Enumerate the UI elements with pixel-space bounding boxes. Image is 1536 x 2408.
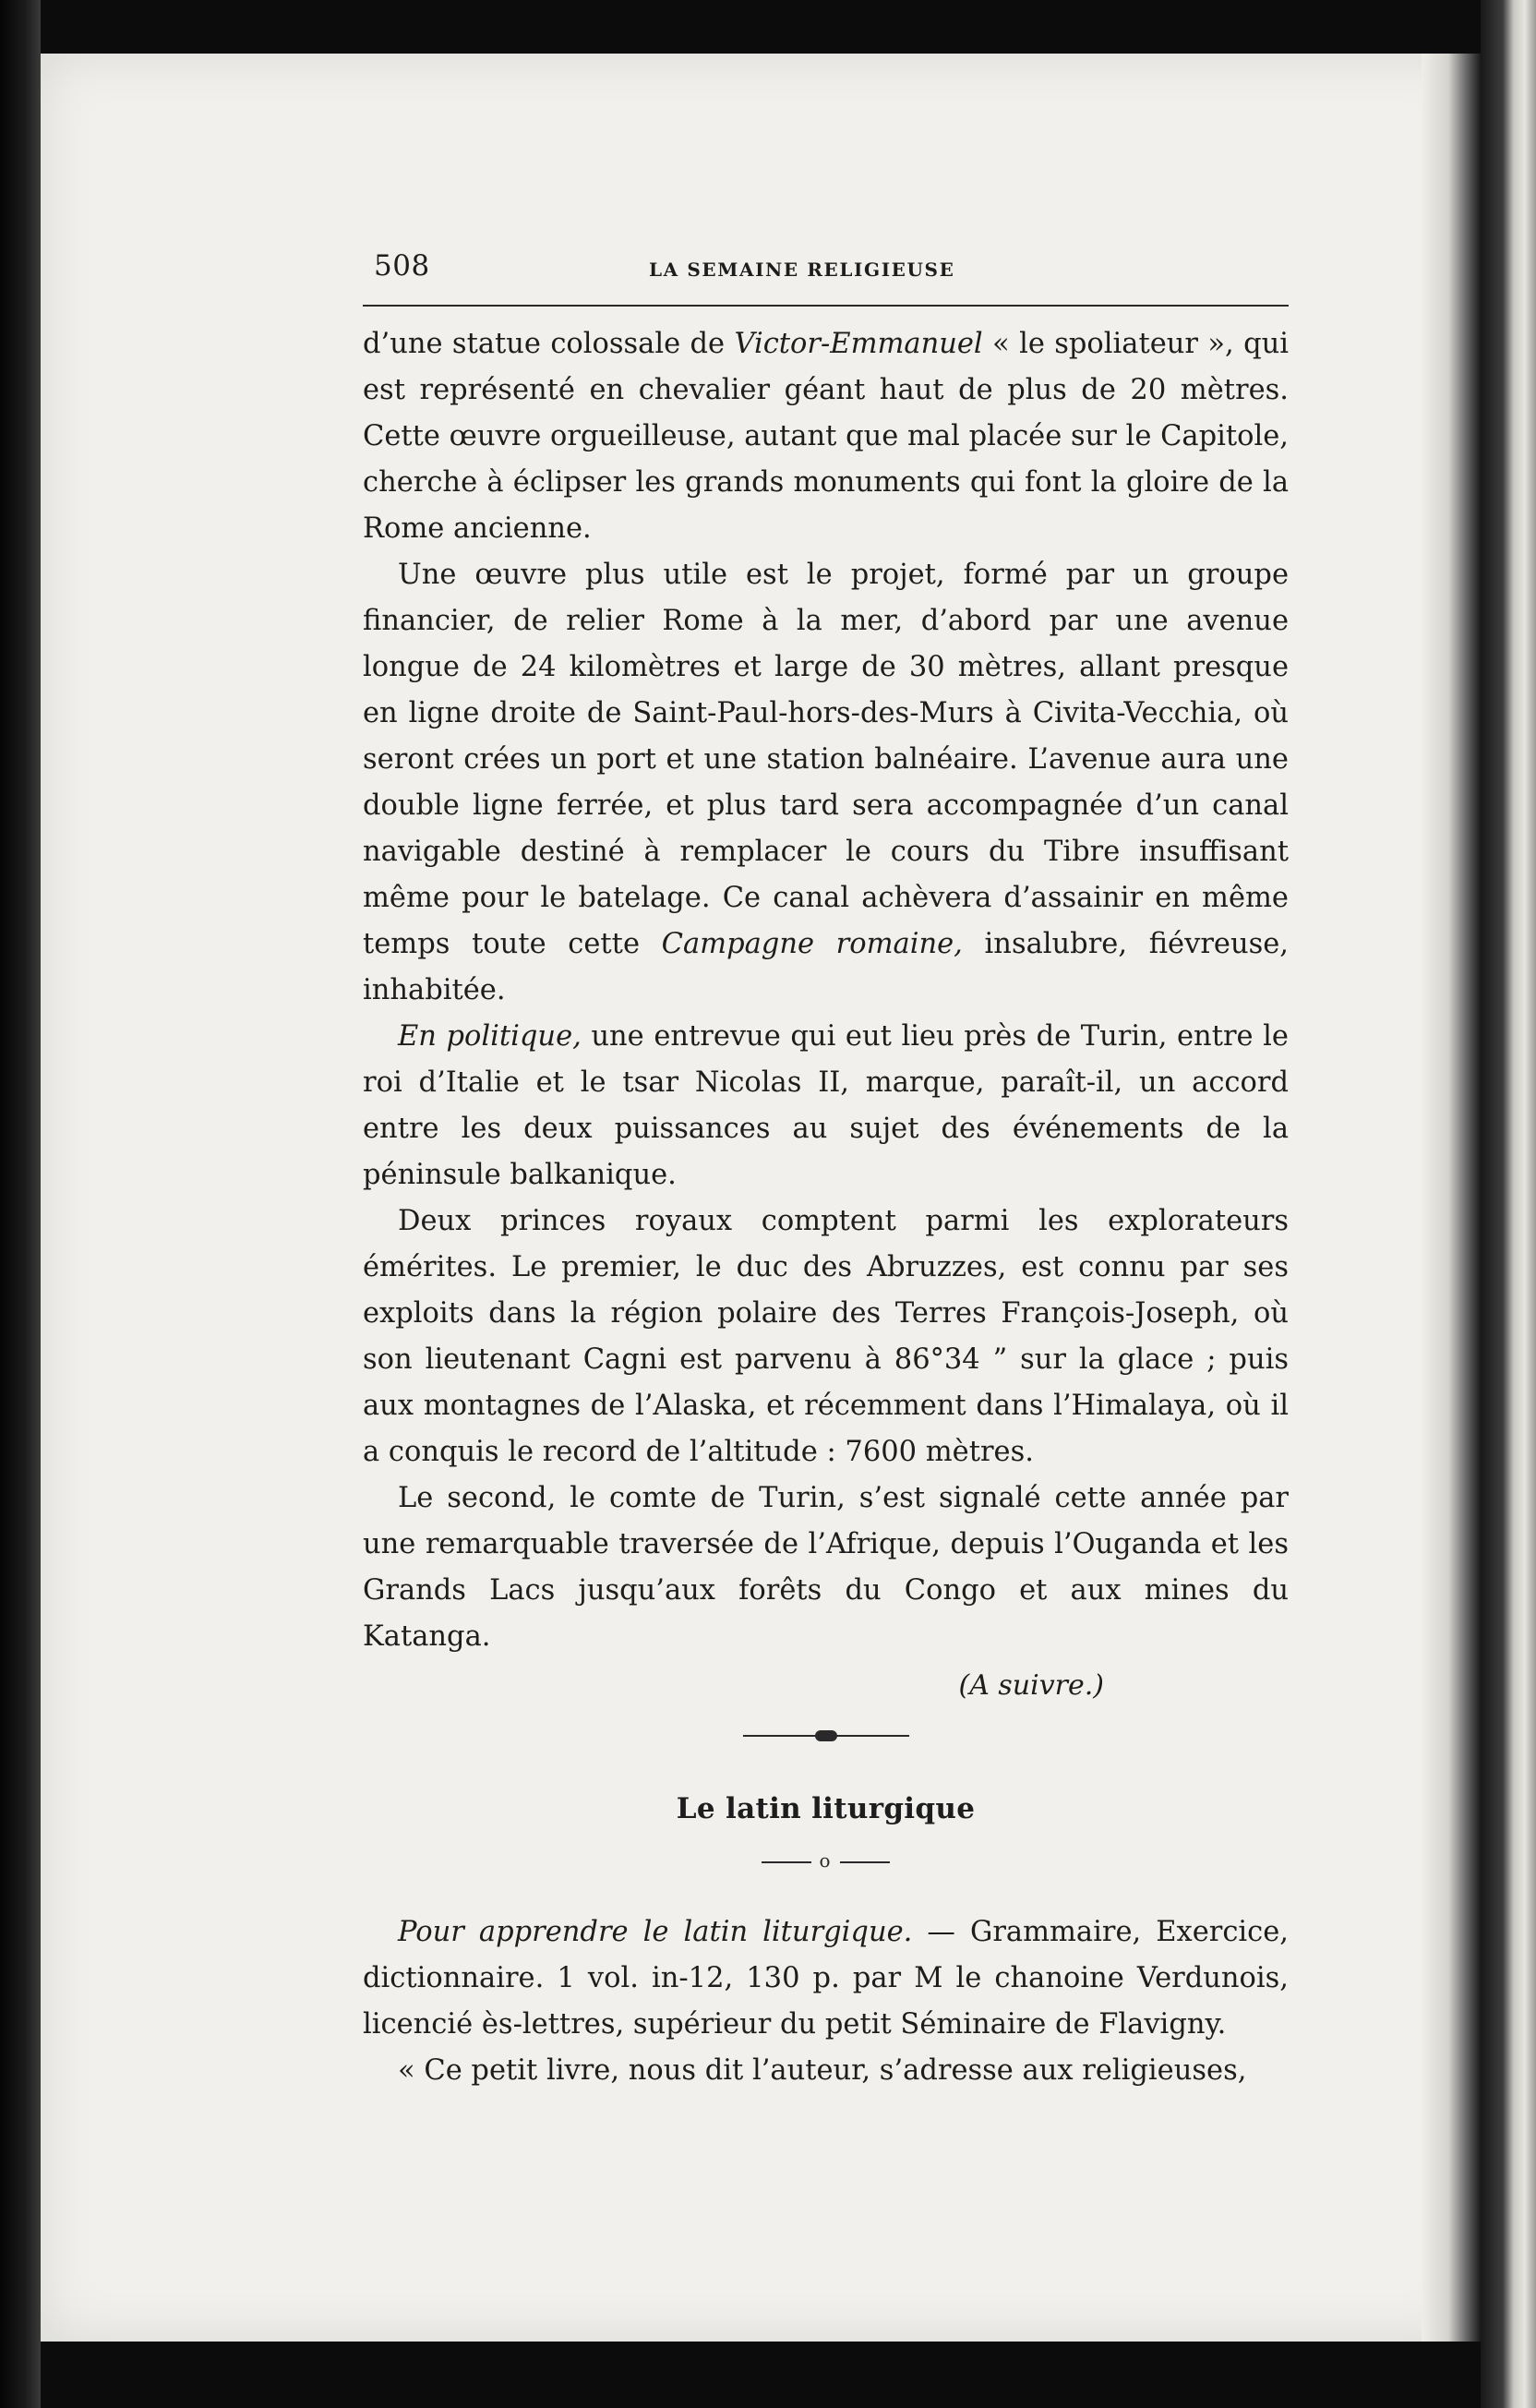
- section-paragraph-1: [363, 1909, 1289, 2048]
- page-number: 508: [374, 249, 430, 283]
- section-title: Le latin liturgique: [676, 1792, 976, 1825]
- paragraph-5: Le second, le comte de Turin, s’est signalé cette année par une remarquable traversée de l’Afrique, depuis l’Ouganda et les Grands Lacs jusqu’aux forêts du Congo et aux mines du Katanga.: [363, 1482, 1289, 1653]
- paragraph-2-text-c: insalubre, fiévreuse, inhabitée.: [363, 928, 1289, 1006]
- running-head: [363, 247, 1289, 294]
- paragraph-1-italic: Victor-Emmanuel: [734, 328, 983, 360]
- section-paragraph-1-italic: Pour apprendre le latin liturgique.: [398, 1916, 913, 1948]
- ornament-circle-icon: o: [819, 1849, 833, 1872]
- scan-edge-right: [1481, 0, 1536, 2408]
- paragraph-3-italic: En politique,: [398, 1020, 582, 1053]
- section-divider-ornament: [743, 1727, 909, 1745]
- section-paragraph-1-text: — Grammaire, Exercice, dictionnaire. 1 vol. in-12, 130 p. par M le chanoine Verdunois, licencié ès-lettres, supérieur du petit Séminaire de Flavigny.: [363, 1916, 1290, 2041]
- paragraph-1-text-a: d’une statue colossale de: [363, 328, 735, 360]
- to-be-continued: (A suivre.): [958, 1669, 1104, 1702]
- divider-knot-icon: [815, 1730, 837, 1741]
- scan-edge-left: [0, 0, 41, 2408]
- header-rule: [363, 305, 1289, 307]
- paragraph-4: Deux princes royaux comptent parmi les explorateurs émérites. Le premier, le duc des Abruzzes, est connu par ses exploits dans la région polaire des Terres François-Joseph, où son lieutenant Cagni est parvenu à 86°34 ” sur la glace ; puis aux montagnes de l’Alaska, et récemment dans l’Himalaya, où il a conquis le record de l’altitude : 7600 mètres.: [363, 1205, 1289, 1468]
- paragraph-2: [363, 552, 1289, 1014]
- page-gutter: [1422, 54, 1481, 2342]
- title-ornament: [363, 1837, 1289, 1884]
- section-paragraph-2: « Ce petit livre, nous dit l’auteur, s’adresse aux religieuses,: [398, 2054, 1247, 2087]
- paragraph-3: [363, 1014, 1289, 1198]
- article-body: [363, 321, 1289, 2094]
- paragraph-3-text-b: une entrevue qui eut lieu près de Turin, entre le roi d’Italie et le tsar Nicolas II, marque, paraît-il, un accord entre les deux puissances au sujet des événements de la péninsule balkanique.: [363, 1020, 1289, 1191]
- running-title: LA SEMAINE RELIGIEUSE: [649, 259, 955, 281]
- page-content: [363, 247, 1289, 2094]
- paragraph-2-text-a: Une œuvre plus utile est le projet, formé par un groupe financier, de relier Rome à la mer, d’abord par une avenue longue de 24 kilomètres et large de 30 mètres, allant presque en ligne droite de Saint-Paul-hors-des-Murs à Civita-Vecchia, où seront crées un port et une station balnéaire. L’avenue aura une double ligne ferrée, et plus tard sera accompagnée d’un canal navigable destiné à remplacer le cours du Tibre insuffisant même pour le batelage. Ce canal achèvera d’assainir en même temps toute cette: [363, 559, 1289, 960]
- ornament-rule-left: [762, 1861, 811, 1863]
- paragraph-1-text-c: « le spoliateur », qui est représenté en chevalier géant haut de plus de 20 mètres. Cette œuvre orgueilleuse, autant que mal placée sur le Capitole, cherche à éclipser les grands monuments qui font la gloire de la Rome ancienne.: [363, 328, 1289, 545]
- paragraph-2-italic: Campagne romaine,: [661, 928, 963, 960]
- section-body: [363, 1909, 1289, 2094]
- ornament-rule-right: [840, 1861, 890, 1863]
- paragraph-1: [363, 321, 1289, 552]
